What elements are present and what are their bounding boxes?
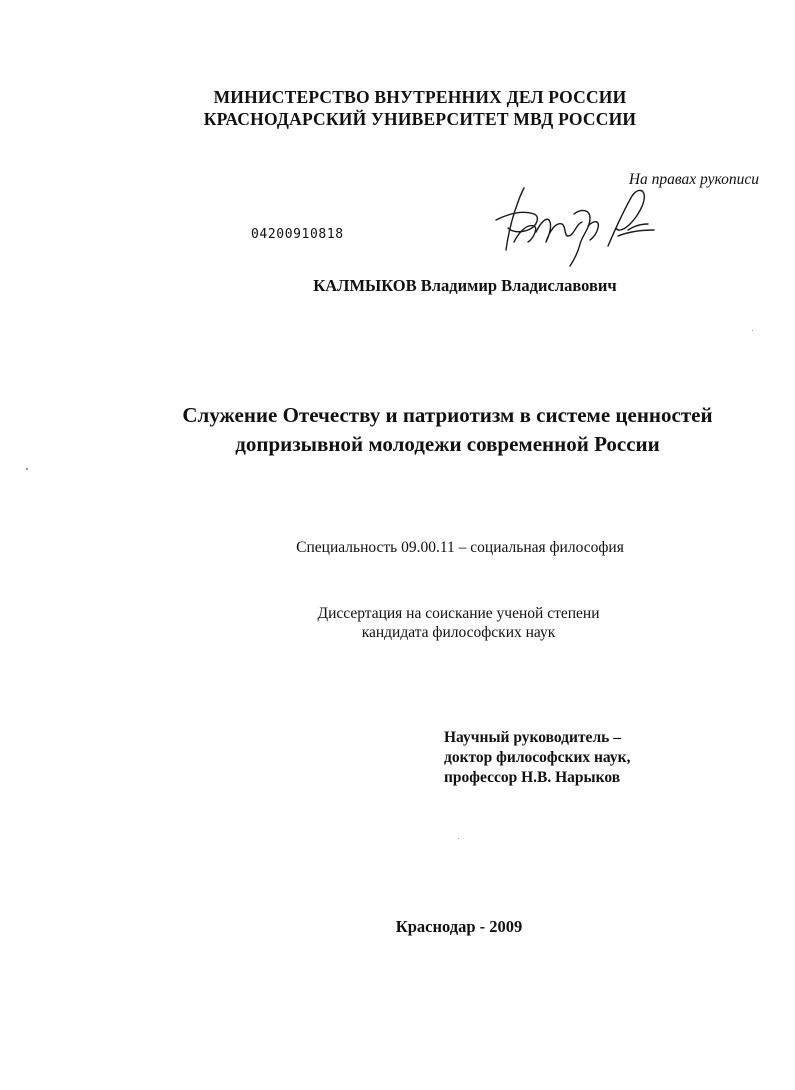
degree-statement xyxy=(200,604,717,642)
title-line-1: Служение Отечеству и патриотизм в системе ценностей xyxy=(182,403,713,427)
supervisor-line-2: доктор философских наук, xyxy=(444,749,631,766)
scan-speck xyxy=(752,330,753,331)
supervisor-block xyxy=(444,728,630,788)
university-name: КРАСНОДАРСКИЙ УНИВЕРСИТЕТ МВД РОССИИ xyxy=(203,109,637,129)
supervisor-line-1: Научный руководитель – xyxy=(444,729,621,746)
specialty: Специальность 09.00.11 – социальная философия xyxy=(296,539,624,556)
manuscript-note: На правах рукописи xyxy=(628,171,759,188)
author-name: КАЛМЫКОВ Владимир Владиславович xyxy=(313,276,617,295)
ministry-name: МИНИСТЕРСТВО ВНУТРЕННИХ ДЕЛ РОССИИ xyxy=(213,87,627,107)
title-line-2: допризывной молодежи современной России xyxy=(235,432,660,456)
city-and-year: Краснодар - 2009 xyxy=(395,917,523,936)
degree-line-1: Диссертация на соискание ученой степени xyxy=(317,605,600,622)
scan-speck xyxy=(26,468,28,470)
supervisor-line-3: профессор Н.В. Нарыков xyxy=(444,769,621,786)
ministry-header xyxy=(160,86,680,130)
degree-line-2: кандидата философских наук xyxy=(361,624,556,641)
registration-number: 04200910818 xyxy=(251,227,344,242)
dissertation-title xyxy=(100,401,795,459)
handwritten-signature xyxy=(478,180,668,270)
scan-speck xyxy=(458,838,459,839)
